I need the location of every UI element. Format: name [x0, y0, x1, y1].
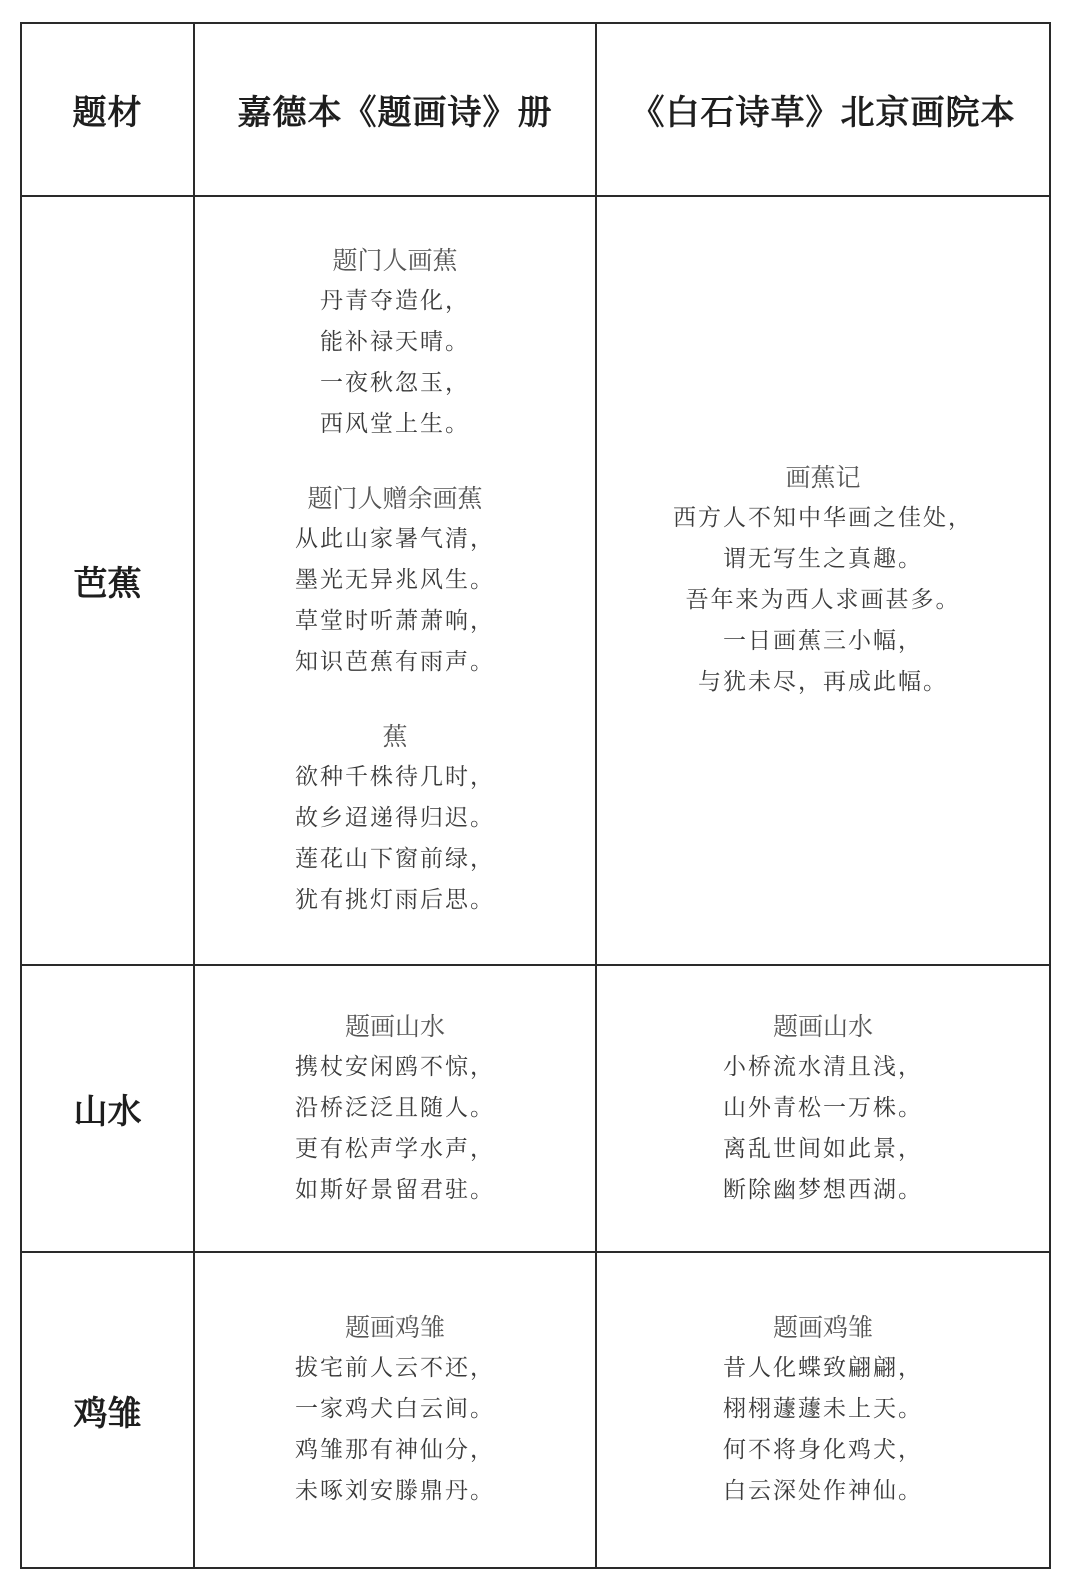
poem-line: 墨光无异兆风生。 — [295, 566, 495, 593]
row-subject: 鸡雏 — [21, 1252, 194, 1568]
poem-line: 如斯好景留君驻。 — [295, 1176, 495, 1203]
poem-line: 谓无写生之真趣。 — [723, 546, 923, 572]
poem-title: 画蕉记 — [785, 463, 861, 492]
poem-line: 一日画蕉三小幅， — [723, 628, 923, 654]
poem-line: 未啄刘安滕鼎丹。 — [295, 1478, 495, 1504]
poem-line: 小桥流水清且浅， — [723, 1053, 923, 1080]
poem-line: 栩栩蘧蘧未上天。 — [723, 1396, 923, 1422]
poem — [195, 1007, 595, 1211]
poem — [597, 1308, 1049, 1512]
row-subject: 山水 — [21, 965, 194, 1252]
poem-title: 蕉 — [382, 721, 408, 751]
poem — [597, 458, 1049, 703]
header-subject: 题材 — [21, 23, 194, 196]
poem-line: 沿桥泛泛且随人。 — [295, 1094, 495, 1121]
poem-line: 山外青松一万株。 — [723, 1094, 923, 1121]
poem-line: 昔人化蝶致翩翩， — [723, 1355, 923, 1381]
poem-title: 题门人画蕉 — [332, 245, 458, 275]
poem-line: 何不将身化鸡犬， — [723, 1437, 923, 1463]
beijing-poems-cell — [596, 1252, 1050, 1568]
poem-line: 断除幽梦想西湖。 — [723, 1176, 923, 1203]
row-subject: 芭蕉 — [21, 196, 194, 965]
poem-line: 丹青夺造化， — [320, 287, 470, 314]
header-jiade-edition: 嘉德本《题画诗》册 — [194, 23, 596, 196]
beijing-poems-cell — [596, 965, 1050, 1252]
poem-line: 吾年来为西人求画甚多。 — [685, 587, 961, 613]
poem-comparison-table — [20, 22, 1051, 1569]
poem — [195, 1308, 595, 1512]
poem-line: 一夜秋忽玉， — [320, 369, 470, 396]
poem-title: 题画鸡雏 — [344, 1313, 445, 1342]
poem-line: 从此山家暑气清， — [295, 525, 495, 552]
jiade-poems-cell — [194, 196, 596, 965]
poem — [195, 479, 595, 683]
poem-line: 白云深处作神仙。 — [723, 1478, 923, 1504]
poem — [195, 717, 595, 921]
poem-line: 一家鸡犬白云间。 — [295, 1396, 495, 1422]
poem-title: 题画山水 — [772, 1011, 873, 1041]
poem-line: 与犹未尽，再成此幅。 — [698, 669, 948, 695]
poem-line: 更有松声学水声， — [295, 1135, 495, 1162]
poem-line: 西方人不知中华画之佳处， — [673, 505, 973, 531]
poem-line: 西风堂上生。 — [320, 410, 470, 437]
poem-line: 欲种千株待几时， — [295, 763, 495, 790]
header-row — [21, 23, 1050, 196]
poem-title: 题画鸡雏 — [772, 1313, 873, 1342]
poem-title: 题画山水 — [344, 1011, 445, 1041]
jiade-poems-cell — [194, 965, 596, 1252]
beijing-poems-cell — [596, 196, 1050, 965]
jiade-poems-cell — [194, 1252, 596, 1568]
poem-line: 莲花山下窗前绿， — [295, 845, 495, 872]
table-row — [21, 965, 1050, 1252]
header-beijing-edition: 《白石诗草》北京画院本 — [596, 23, 1050, 196]
table-row — [21, 196, 1050, 965]
poem-line: 知识芭蕉有雨声。 — [295, 648, 495, 675]
poem-line: 犹有挑灯雨后思。 — [295, 886, 495, 913]
poem-line: 故乡迢递得归迟。 — [295, 804, 495, 831]
poem-line: 拔宅前人云不还， — [295, 1355, 495, 1381]
poem-line: 鸡雏那有神仙分， — [295, 1437, 495, 1463]
poem-line: 能补禄天晴。 — [320, 328, 470, 355]
poem-line: 离乱世间如此景， — [723, 1135, 923, 1162]
table-row — [21, 1252, 1050, 1568]
poem — [597, 1007, 1049, 1211]
poem — [195, 241, 595, 445]
poem-line: 携杖安闲鸥不惊， — [295, 1053, 495, 1080]
poem-line: 草堂时听萧萧响， — [295, 607, 495, 634]
poem-title: 题门人赠余画蕉 — [307, 483, 483, 513]
